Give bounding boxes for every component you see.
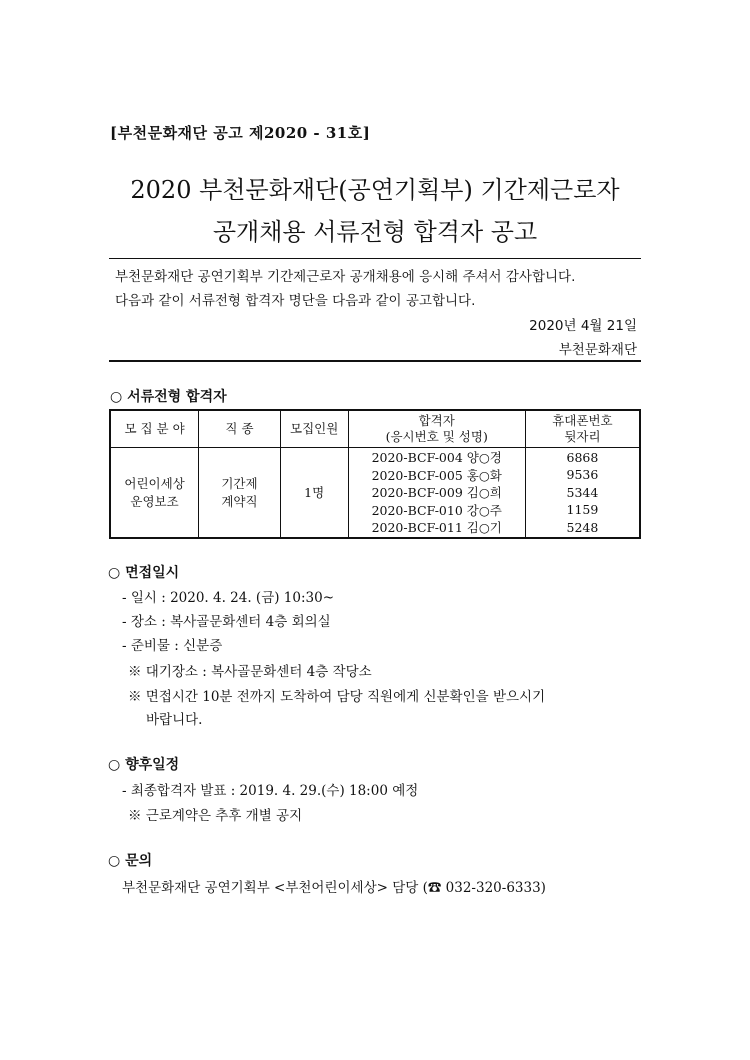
header-job-type: 직 종 (199, 410, 281, 448)
interview-note-line1: ※ 면접시간 10분 전까지 도착하여 담당 직원에게 신분확인을 받으시기 (128, 689, 546, 705)
section-inquiry: ○ 문의 (108, 853, 153, 869)
intro-box (109, 258, 641, 362)
cell-field (110, 448, 199, 538)
passer-id: 2020-BCF-009 김○희 (371, 485, 502, 500)
passer-table (109, 409, 641, 539)
notice-date: 2020년 4월 21일 (529, 318, 637, 334)
header-recruits: 모집인원 (280, 410, 348, 448)
intro-line1: 부천문화재단 공연기획부 기간제근로자 공개채용에 응시해 주셔서 감사합니다. (115, 269, 576, 285)
organization-name: 부천문화재단 (558, 342, 637, 358)
passer-id: 2020-BCF-004 양○경 (371, 450, 502, 465)
header-field: 모 집 분 야 (110, 410, 199, 448)
page-title-line1: 2020 부천문화재단(공연기획부) 기간제근로자 (130, 176, 620, 204)
passer-id: 2020-BCF-010 강○주 (371, 502, 502, 518)
interview-bring: - 준비물 : 신분증 (122, 638, 223, 654)
header-passer-line2: (응시번호 및 성명) (385, 429, 488, 444)
header-passer-line1: 합격자 (418, 413, 455, 428)
cell-phones (525, 448, 640, 538)
header-passer (348, 410, 525, 448)
intro-line2: 다음과 같이 서류전형 합격자 명단을 다음과 같이 공고합니다. (115, 293, 476, 309)
phone-digits: 5248 (566, 519, 599, 535)
passer-id: 2020-BCF-011 김○기 (371, 520, 502, 535)
cell-passers (348, 448, 525, 538)
cell-recruits: 1명 (280, 448, 348, 538)
table-row (110, 448, 640, 538)
phone-digits: 5344 (566, 484, 599, 500)
header-phone-line2: 뒷자리 (564, 429, 601, 444)
section-interview: ○ 면접일시 (108, 565, 180, 581)
job-type-line2: 계약직 (221, 494, 258, 510)
phone-digits: 1159 (566, 502, 599, 517)
interview-place: - 장소 : 복사골문화센터 4층 회의실 (122, 614, 331, 630)
field-line1: 어린이세상 (124, 476, 185, 492)
interview-waiting: ※ 대기장소 : 복사골문화센터 4층 작당소 (128, 664, 372, 680)
notice-number: [부천문화재단 공고 제2020 - 31호] (110, 124, 371, 142)
job-type-line1: 기간제 (221, 476, 258, 492)
table-header-row (110, 410, 640, 448)
phone-digits: 6868 (566, 449, 599, 465)
page-title-line2: 공개채용 서류전형 합격자 공고 (212, 218, 538, 246)
section-document-screening: ○ 서류전형 합격자 (110, 389, 227, 405)
section-schedule: ○ 향후일정 (108, 757, 180, 773)
passer-id: 2020-BCF-005 홍○화 (371, 467, 502, 483)
phone-digits: 9536 (566, 467, 599, 482)
field-line2: 운영보조 (130, 494, 179, 510)
cell-job-type (199, 448, 281, 538)
inquiry-contact: 부천문화재단 공연기획부 <부천어린이세상> 담당 (☎ 032-320-6333) (122, 880, 546, 896)
schedule-final: - 최종합격자 발표 : 2019. 4. 29.(수) 18:00 예정 (122, 783, 419, 799)
interview-datetime: - 일시 : 2020. 4. 24. (금) 10:30~ (122, 590, 335, 606)
interview-note-line2: 바랍니다. (146, 712, 203, 728)
header-phone (525, 410, 640, 448)
schedule-contract: ※ 근로계약은 추후 개별 공지 (128, 808, 303, 824)
header-phone-line1: 휴대폰번호 (552, 413, 613, 428)
